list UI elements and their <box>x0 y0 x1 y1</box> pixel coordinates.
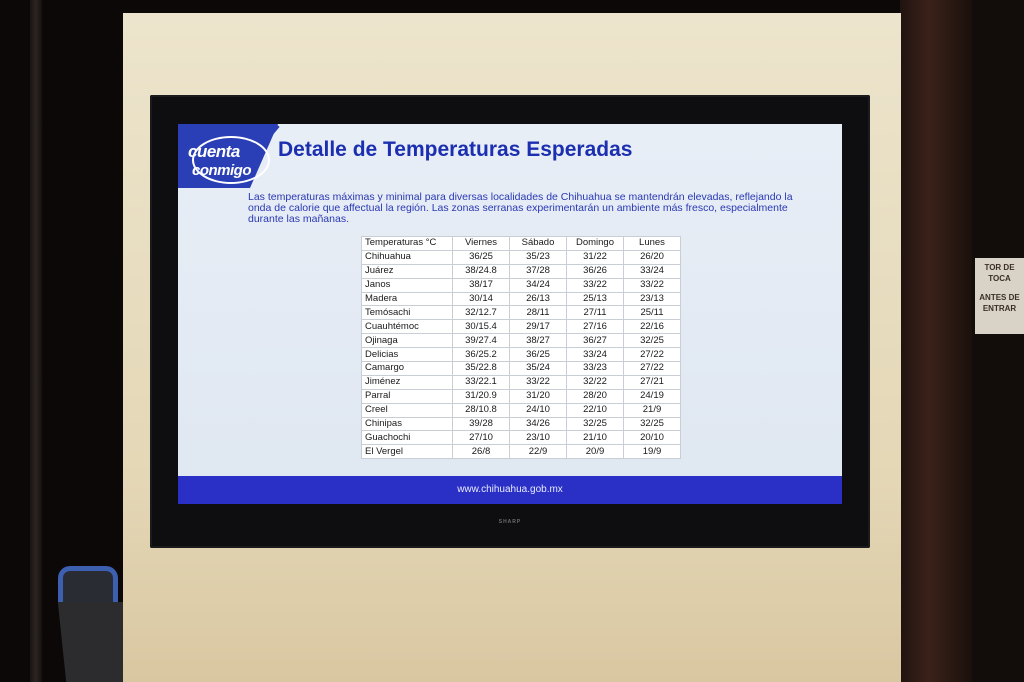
table-row <box>362 250 681 264</box>
table-header-row <box>362 237 681 251</box>
location-cell: Creel <box>362 403 453 417</box>
location-cell: Guachochi <box>362 431 453 445</box>
temperature-cell: 32/22 <box>567 375 624 389</box>
wall-sign-line3: ENTRAR <box>982 304 1017 313</box>
temperature-cell: 33/22.1 <box>453 375 510 389</box>
temperature-cell: 27/21 <box>624 375 681 389</box>
location-cell: Chinipas <box>362 417 453 431</box>
temperature-cell: 20/9 <box>567 445 624 459</box>
location-cell: El Vergel <box>362 445 453 459</box>
table-row <box>362 264 681 278</box>
temperature-cell: 33/23 <box>567 362 624 376</box>
temperature-cell: 33/22 <box>624 278 681 292</box>
metal-pole <box>30 0 42 682</box>
temperature-cell: 21/10 <box>567 431 624 445</box>
temperature-cell: 29/17 <box>510 320 567 334</box>
temperature-cell: 39/28 <box>453 417 510 431</box>
location-cell: Madera <box>362 292 453 306</box>
tv-screen <box>178 124 842 504</box>
temperature-cell: 20/10 <box>624 431 681 445</box>
temperature-cell: 23/10 <box>510 431 567 445</box>
temperature-cell: 30/14 <box>453 292 510 306</box>
column-header: Viernes <box>453 237 510 251</box>
table-row <box>362 292 681 306</box>
temperature-cell: 38/24.8 <box>453 264 510 278</box>
temperature-cell: 33/22 <box>567 278 624 292</box>
tv-brand: SHARP <box>498 519 522 525</box>
table-row <box>362 362 681 376</box>
temperature-cell: 28/20 <box>567 389 624 403</box>
temperature-cell: 31/22 <box>567 250 624 264</box>
temperature-cell: 22/16 <box>624 320 681 334</box>
table-row <box>362 431 681 445</box>
temperature-cell: 27/16 <box>567 320 624 334</box>
table-row <box>362 403 681 417</box>
temperature-cell: 30/15.4 <box>453 320 510 334</box>
table-row <box>362 278 681 292</box>
slide-header <box>178 124 842 188</box>
column-header: Lunes <box>624 237 681 251</box>
wall-sign <box>975 258 1024 334</box>
temperature-cell: 32/25 <box>624 334 681 348</box>
temperature-cell: 28/11 <box>510 306 567 320</box>
temperature-cell: 26/8 <box>453 445 510 459</box>
temperature-cell: 25/13 <box>567 292 624 306</box>
location-cell: Jiménez <box>362 375 453 389</box>
table-row <box>362 417 681 431</box>
temperature-cell: 26/13 <box>510 292 567 306</box>
location-cell: Janos <box>362 278 453 292</box>
temperature-cell: 35/24 <box>510 362 567 376</box>
temperature-cell: 36/26 <box>567 264 624 278</box>
temperature-cell: 37/28 <box>510 264 567 278</box>
temperature-cell: 27/11 <box>567 306 624 320</box>
temperature-cell: 33/24 <box>567 348 624 362</box>
temperature-cell: 26/20 <box>624 250 681 264</box>
right-wall <box>972 0 1024 682</box>
column-header: Domingo <box>567 237 624 251</box>
temperature-cell: 32/25 <box>567 417 624 431</box>
temperature-cell: 27/22 <box>624 348 681 362</box>
location-cell: Juárez <box>362 264 453 278</box>
table-row <box>362 348 681 362</box>
wall-sign-line1: TOR DE TOCA <box>984 263 1015 283</box>
temperature-cell: 36/25 <box>453 250 510 264</box>
temperature-cell: 36/25.2 <box>453 348 510 362</box>
temperature-cell: 34/24 <box>510 278 567 292</box>
location-cell: Chihuahua <box>362 250 453 264</box>
column-header: Sábado <box>510 237 567 251</box>
table-row <box>362 306 681 320</box>
slide-footer <box>178 476 842 504</box>
temperature-cell: 31/20 <box>510 389 567 403</box>
table-row <box>362 334 681 348</box>
temperature-cell: 38/17 <box>453 278 510 292</box>
temperature-table <box>361 236 681 459</box>
temperature-cell: 25/11 <box>624 306 681 320</box>
temperature-cell: 21/9 <box>624 403 681 417</box>
temperature-cell: 33/22 <box>510 375 567 389</box>
chair-headrest <box>58 566 118 606</box>
slide-title: Detalle de Temperaturas Esperadas <box>278 138 633 161</box>
table-row <box>362 320 681 334</box>
temperature-cell: 32/25 <box>624 417 681 431</box>
temperature-cell: 24/19 <box>624 389 681 403</box>
temperature-cell: 24/10 <box>510 403 567 417</box>
temperature-cell: 36/25 <box>510 348 567 362</box>
table-row <box>362 389 681 403</box>
location-cell: Parral <box>362 389 453 403</box>
wall-sign-line2: ANTES DE <box>979 293 1020 302</box>
temperature-cell: 27/22 <box>624 362 681 376</box>
door-frame <box>900 0 972 682</box>
footer-url: www.chihuahua.gob.mx <box>457 484 563 495</box>
temperature-cell: 22/10 <box>567 403 624 417</box>
location-cell: Cuauhtémoc <box>362 320 453 334</box>
column-header: Temperaturas °C <box>362 237 453 251</box>
table-row <box>362 445 681 459</box>
table-row <box>362 375 681 389</box>
temperature-cell: 39/27.4 <box>453 334 510 348</box>
table-body <box>362 250 681 458</box>
location-cell: Ojinaga <box>362 334 453 348</box>
logo-text-line1: cuenta <box>188 142 240 161</box>
temperature-cell: 38/27 <box>510 334 567 348</box>
location-cell: Temósachi <box>362 306 453 320</box>
temperature-cell: 28/10.8 <box>453 403 510 417</box>
temperature-cell: 35/22.8 <box>453 362 510 376</box>
temperature-cell: 22/9 <box>510 445 567 459</box>
temperature-cell: 36/27 <box>567 334 624 348</box>
location-cell: Camargo <box>362 362 453 376</box>
location-cell: Delicias <box>362 348 453 362</box>
temperature-cell: 34/26 <box>510 417 567 431</box>
temperature-cell: 31/20.9 <box>453 389 510 403</box>
temperature-cell: 23/13 <box>624 292 681 306</box>
logo-text-line2: conmigo <box>192 162 251 179</box>
slide-description: Las temperaturas máximas y minimal para diversas localidades de Chihuahua se mantendrán elevadas, reflejando la onda de calorie que affectual la región. Las zonas serranas experimentarán un ambiente más fresco, especialmente durante las mañanas. <box>248 191 793 225</box>
temperature-cell: 32/12.7 <box>453 306 510 320</box>
temperature-cell: 35/23 <box>510 250 567 264</box>
temperature-cell: 27/10 <box>453 431 510 445</box>
temperature-cell: 19/9 <box>624 445 681 459</box>
temperature-cell: 33/24 <box>624 264 681 278</box>
